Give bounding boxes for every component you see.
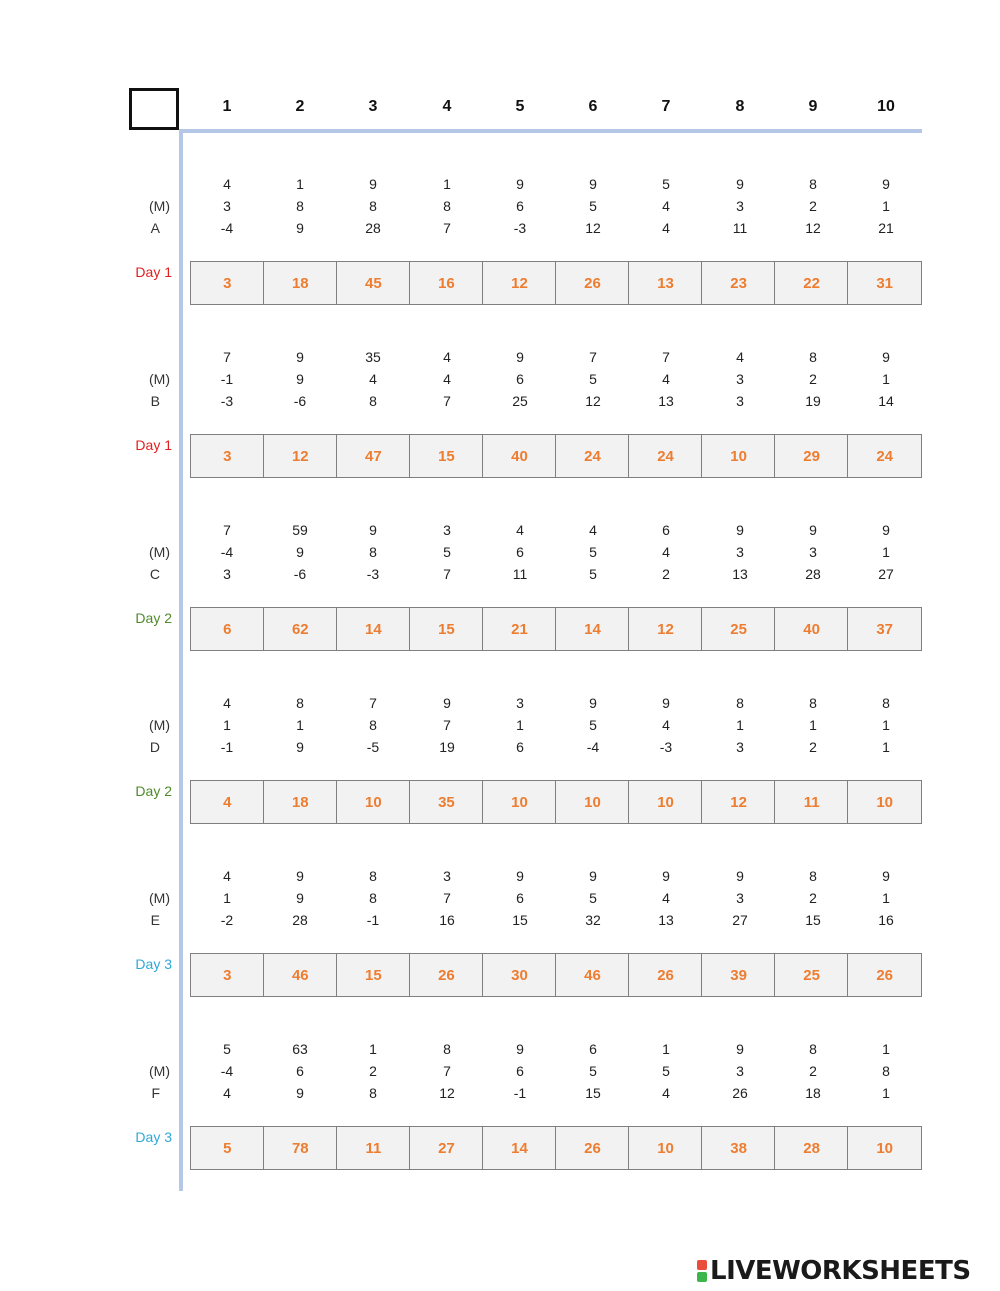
number-cell: -4: [220, 544, 234, 560]
answer-cell[interactable]: 22: [774, 261, 849, 305]
answer-cell[interactable]: 10: [628, 780, 703, 824]
number-cell: 3: [736, 739, 744, 755]
number-cell: 9: [516, 1041, 524, 1057]
answer-cell[interactable]: 21: [482, 607, 557, 651]
number-cell: 9: [736, 1041, 744, 1057]
number-cell: 9: [296, 371, 304, 387]
number-cell: 1: [223, 890, 231, 906]
number-cell: 9: [882, 522, 890, 538]
number-cell: 6: [516, 198, 524, 214]
number-cell: 3: [736, 371, 744, 387]
answer-cell[interactable]: 37: [847, 607, 922, 651]
answer-cell[interactable]: 11: [774, 780, 849, 824]
number-cell: 9: [736, 522, 744, 538]
number-row: [0, 349, 1000, 369]
number-cell: -2: [220, 912, 234, 928]
number-cell: 1: [369, 1041, 377, 1057]
answer-cell[interactable]: 4: [190, 780, 265, 824]
number-cell: 2: [662, 566, 670, 582]
answer-cell[interactable]: 26: [628, 953, 703, 997]
answer-cell[interactable]: 25: [701, 607, 776, 651]
number-cell: -3: [220, 393, 234, 409]
header-divider-line: [181, 129, 922, 133]
number-cell: 8: [809, 349, 817, 365]
row-letter-label: E: [150, 912, 160, 928]
answer-cell[interactable]: 15: [409, 607, 484, 651]
answer-cell[interactable]: 15: [336, 953, 411, 997]
number-cell: 7: [223, 522, 231, 538]
answer-cell[interactable]: 46: [263, 953, 338, 997]
number-cell: -6: [293, 566, 307, 582]
number-cell: 15: [585, 1085, 601, 1101]
number-cell: 1: [223, 717, 231, 733]
row-letter-label: D: [149, 739, 160, 755]
number-cell: 8: [296, 695, 304, 711]
number-cell: 4: [662, 544, 670, 560]
number-cell: 9: [296, 739, 304, 755]
number-cell: -4: [586, 739, 600, 755]
number-cell: 1: [443, 176, 451, 192]
row-mark-label: (M): [149, 1063, 170, 1079]
answer-cell[interactable]: 12: [701, 780, 776, 824]
number-cell: 16: [878, 912, 894, 928]
number-cell: 25: [512, 393, 528, 409]
answer-cell[interactable]: 5: [190, 1126, 265, 1170]
number-cell: 6: [516, 1063, 524, 1079]
row-letter-label: F: [151, 1085, 160, 1101]
answer-cell[interactable]: 23: [701, 261, 776, 305]
number-cell: 8: [809, 695, 817, 711]
number-cell: 13: [732, 566, 748, 582]
answer-cell[interactable]: 24: [628, 434, 703, 478]
number-cell: 28: [805, 566, 821, 582]
answer-cell[interactable]: 40: [482, 434, 557, 478]
number-cell: 3: [516, 695, 524, 711]
number-cell: 32: [585, 912, 601, 928]
row-mark-label: (M): [149, 544, 170, 560]
number-cell: 7: [443, 890, 451, 906]
number-cell: 26: [732, 1085, 748, 1101]
number-cell: 4: [223, 868, 231, 884]
day-label: Day 2: [135, 610, 172, 626]
number-cell: 9: [296, 220, 304, 236]
number-cell: 5: [589, 717, 597, 733]
exercise-block-e: [0, 868, 1000, 1018]
number-cell: 1: [882, 198, 890, 214]
day-label: Day 2: [135, 783, 172, 799]
number-cell: 6: [662, 522, 670, 538]
answer-cell[interactable]: 24: [847, 434, 922, 478]
number-cell: 4: [662, 890, 670, 906]
column-header-8: 8: [735, 98, 745, 115]
answer-cell[interactable]: 10: [336, 780, 411, 824]
answer-cell[interactable]: 26: [555, 1126, 630, 1170]
answer-cell[interactable]: 18: [263, 780, 338, 824]
logo-square-bottom: [697, 1272, 707, 1282]
answer-cell[interactable]: 3: [190, 261, 265, 305]
number-cell: 8: [736, 695, 744, 711]
number-cell: 5: [589, 566, 597, 582]
number-cell: 1: [882, 544, 890, 560]
number-cell: 9: [296, 890, 304, 906]
number-cell: 13: [658, 912, 674, 928]
answer-row: [190, 261, 922, 305]
logo-mark-icon: [697, 1260, 707, 1282]
number-cell: 1: [882, 1085, 890, 1101]
number-cell: 5: [589, 371, 597, 387]
answer-cell[interactable]: 39: [701, 953, 776, 997]
number-cell: 7: [223, 349, 231, 365]
answer-cell[interactable]: 10: [555, 780, 630, 824]
number-cell: 9: [296, 1085, 304, 1101]
number-cell: 7: [443, 566, 451, 582]
number-cell: 4: [443, 349, 451, 365]
number-cell: 2: [369, 1063, 377, 1079]
answer-cell[interactable]: 26: [555, 261, 630, 305]
number-cell: 9: [516, 868, 524, 884]
number-cell: -3: [659, 739, 673, 755]
number-cell: 9: [296, 544, 304, 560]
number-cell: -4: [220, 220, 234, 236]
exercise-block-d: [0, 695, 1000, 845]
number-cell: 8: [296, 198, 304, 214]
day-label: Day 3: [135, 1129, 172, 1145]
number-cell: 4: [223, 695, 231, 711]
number-cell: -3: [366, 566, 380, 582]
number-cell: 8: [369, 868, 377, 884]
number-cell: 6: [516, 890, 524, 906]
number-cell: 19: [439, 739, 455, 755]
column-header-4: 4: [442, 98, 452, 115]
answer-row: [190, 1126, 922, 1170]
day-label: Day 1: [135, 437, 172, 453]
number-cell: 3: [223, 566, 231, 582]
number-row: [0, 1041, 1000, 1061]
number-cell: 21: [878, 220, 894, 236]
number-cell: 2: [809, 890, 817, 906]
answer-cell[interactable]: 46: [555, 953, 630, 997]
exercise-block-c: [0, 522, 1000, 672]
answer-cell[interactable]: 11: [336, 1126, 411, 1170]
number-cell: 5: [223, 1041, 231, 1057]
number-cell: 28: [292, 912, 308, 928]
exercise-block-f: [0, 1041, 1000, 1191]
number-cell: -1: [366, 912, 380, 928]
number-cell: 12: [439, 1085, 455, 1101]
number-cell: 1: [882, 890, 890, 906]
number-cell: 6: [296, 1063, 304, 1079]
row-mark-label: (M): [149, 717, 170, 733]
answer-cell[interactable]: 62: [263, 607, 338, 651]
number-cell: 7: [662, 349, 670, 365]
answer-cell[interactable]: 45: [336, 261, 411, 305]
number-cell: 28: [365, 220, 381, 236]
number-cell: 1: [296, 717, 304, 733]
answer-cell[interactable]: 10: [847, 780, 922, 824]
number-cell: 4: [736, 349, 744, 365]
number-cell: 1: [809, 717, 817, 733]
column-header-row: [0, 98, 1000, 124]
number-cell: 8: [369, 1085, 377, 1101]
number-cell: 8: [882, 695, 890, 711]
liveworksheets-logo: [697, 1255, 971, 1287]
answer-cell[interactable]: 40: [774, 607, 849, 651]
number-cell: 4: [662, 717, 670, 733]
number-cell: 9: [736, 868, 744, 884]
number-cell: 7: [443, 220, 451, 236]
number-cell: -1: [220, 739, 234, 755]
column-header-7: 7: [661, 98, 671, 115]
answer-cell[interactable]: 26: [847, 953, 922, 997]
number-cell: 9: [882, 176, 890, 192]
answer-cell[interactable]: 10: [701, 434, 776, 478]
number-row: [0, 522, 1000, 542]
number-cell: 19: [805, 393, 821, 409]
number-row: [0, 176, 1000, 196]
number-cell: 9: [516, 349, 524, 365]
row-letter-label: A: [150, 220, 160, 236]
number-cell: 5: [589, 1063, 597, 1079]
number-cell: 4: [223, 176, 231, 192]
number-cell: 3: [223, 198, 231, 214]
exercise-block-a: [0, 176, 1000, 326]
answer-row: [190, 780, 922, 824]
answer-cell[interactable]: 12: [628, 607, 703, 651]
number-cell: 8: [882, 1063, 890, 1079]
number-cell: 4: [662, 1085, 670, 1101]
number-cell: 18: [805, 1085, 821, 1101]
answer-cell[interactable]: 25: [774, 953, 849, 997]
number-cell: -6: [293, 393, 307, 409]
number-cell: 6: [589, 1041, 597, 1057]
number-cell: -1: [220, 371, 234, 387]
row-mark-label: (M): [149, 371, 170, 387]
number-cell: 12: [805, 220, 821, 236]
answer-cell[interactable]: 6: [190, 607, 265, 651]
answer-cell[interactable]: 14: [336, 607, 411, 651]
number-cell: 6: [516, 739, 524, 755]
number-cell: 9: [882, 868, 890, 884]
row-letter-label: B: [150, 393, 160, 409]
number-cell: 8: [809, 1041, 817, 1057]
answer-cell[interactable]: 13: [628, 261, 703, 305]
answer-cell[interactable]: 14: [482, 1126, 557, 1170]
number-cell: -1: [513, 1085, 527, 1101]
column-header-6: 6: [588, 98, 598, 115]
answer-cell[interactable]: 31: [847, 261, 922, 305]
answer-cell[interactable]: 47: [336, 434, 411, 478]
number-cell: 4: [516, 522, 524, 538]
exercise-block-b: [0, 349, 1000, 499]
answer-cell[interactable]: 27: [409, 1126, 484, 1170]
answer-cell[interactable]: 26: [409, 953, 484, 997]
number-cell: 9: [516, 176, 524, 192]
number-cell: 2: [809, 198, 817, 214]
number-cell: 7: [369, 695, 377, 711]
logo-text: LIVEWORKSHEETS: [710, 1256, 971, 1286]
number-cell: 8: [443, 1041, 451, 1057]
answer-row: [190, 434, 922, 478]
number-cell: 9: [443, 695, 451, 711]
answer-cell[interactable]: 24: [555, 434, 630, 478]
answer-cell[interactable]: 10: [482, 780, 557, 824]
answer-cell[interactable]: 30: [482, 953, 557, 997]
number-cell: 27: [732, 912, 748, 928]
answer-cell[interactable]: 15: [409, 434, 484, 478]
number-cell: 9: [736, 176, 744, 192]
number-cell: 7: [443, 393, 451, 409]
answer-cell[interactable]: 28: [774, 1126, 849, 1170]
number-cell: 8: [809, 868, 817, 884]
number-cell: 15: [512, 912, 528, 928]
number-cell: 1: [662, 1041, 670, 1057]
number-cell: 4: [662, 371, 670, 387]
number-cell: 2: [809, 739, 817, 755]
answer-row: [190, 953, 922, 997]
number-cell: 5: [589, 890, 597, 906]
answer-cell[interactable]: 10: [847, 1126, 922, 1170]
day-label: Day 1: [135, 264, 172, 280]
number-cell: 1: [882, 371, 890, 387]
column-header-10: 10: [877, 98, 895, 115]
number-cell: 3: [809, 544, 817, 560]
number-cell: 9: [369, 522, 377, 538]
answer-cell[interactable]: 10: [628, 1126, 703, 1170]
number-cell: 7: [443, 1063, 451, 1079]
number-cell: 9: [296, 868, 304, 884]
number-cell: 3: [736, 890, 744, 906]
number-cell: 2: [809, 1063, 817, 1079]
number-row: [0, 695, 1000, 715]
row-letter-label: C: [149, 566, 160, 582]
column-header-2: 2: [295, 98, 305, 115]
number-cell: 1: [736, 717, 744, 733]
number-cell: 5: [662, 176, 670, 192]
number-cell: 1: [882, 717, 890, 733]
number-cell: 8: [443, 198, 451, 214]
number-cell: 11: [512, 566, 528, 582]
number-cell: 6: [516, 371, 524, 387]
row-mark-label: (M): [149, 198, 170, 214]
answer-cell[interactable]: 3: [190, 953, 265, 997]
number-cell: 1: [516, 717, 524, 733]
number-cell: 1: [882, 1041, 890, 1057]
answer-cell[interactable]: 14: [555, 607, 630, 651]
number-cell: 9: [369, 176, 377, 192]
number-cell: 9: [589, 176, 597, 192]
answer-row: [190, 607, 922, 651]
number-cell: 4: [662, 220, 670, 236]
number-cell: 3: [736, 198, 744, 214]
number-cell: 3: [736, 544, 744, 560]
number-cell: 4: [662, 198, 670, 214]
answer-cell[interactable]: 18: [263, 261, 338, 305]
column-header-9: 9: [808, 98, 818, 115]
number-cell: 8: [809, 176, 817, 192]
number-cell: -4: [220, 1063, 234, 1079]
answer-cell[interactable]: 78: [263, 1126, 338, 1170]
number-cell: 4: [589, 522, 597, 538]
number-cell: 3: [736, 1063, 744, 1079]
number-cell: 9: [662, 868, 670, 884]
answer-cell[interactable]: 12: [263, 434, 338, 478]
number-cell: 9: [296, 349, 304, 365]
answer-cell[interactable]: 35: [409, 780, 484, 824]
row-mark-label: (M): [149, 890, 170, 906]
number-cell: 8: [369, 393, 377, 409]
column-header-1: 1: [222, 98, 232, 115]
answer-cell[interactable]: 12: [482, 261, 557, 305]
number-cell: 9: [589, 695, 597, 711]
number-row: [0, 868, 1000, 888]
number-cell: 15: [805, 912, 821, 928]
number-cell: 3: [443, 522, 451, 538]
number-cell: 16: [439, 912, 455, 928]
number-cell: 14: [878, 393, 894, 409]
column-header-5: 5: [515, 98, 525, 115]
column-header-3: 3: [368, 98, 378, 115]
number-cell: 27: [878, 566, 894, 582]
number-cell: 11: [732, 220, 748, 236]
answer-cell[interactable]: 29: [774, 434, 849, 478]
number-cell: 9: [589, 868, 597, 884]
number-cell: 8: [369, 717, 377, 733]
number-cell: 12: [585, 393, 601, 409]
number-cell: 5: [589, 198, 597, 214]
number-cell: 9: [882, 349, 890, 365]
number-cell: 9: [662, 695, 670, 711]
number-cell: 4: [223, 1085, 231, 1101]
number-cell: 6: [516, 544, 524, 560]
number-cell: 59: [292, 522, 308, 538]
number-cell: 7: [589, 349, 597, 365]
number-cell: 5: [662, 1063, 670, 1079]
number-cell: 9: [809, 522, 817, 538]
number-cell: 63: [292, 1041, 308, 1057]
number-cell: -5: [366, 739, 380, 755]
number-cell: 8: [369, 198, 377, 214]
number-cell: 13: [658, 393, 674, 409]
number-cell: 5: [589, 544, 597, 560]
logo-square-top: [697, 1260, 707, 1270]
number-cell: 3: [736, 393, 744, 409]
answer-cell[interactable]: 16: [409, 261, 484, 305]
number-cell: 8: [369, 544, 377, 560]
number-cell: -3: [513, 220, 527, 236]
number-cell: 8: [369, 890, 377, 906]
number-cell: 7: [443, 717, 451, 733]
number-cell: 35: [365, 349, 381, 365]
number-cell: 4: [369, 371, 377, 387]
number-cell: 1: [882, 739, 890, 755]
answer-cell[interactable]: 38: [701, 1126, 776, 1170]
number-cell: 12: [585, 220, 601, 236]
number-cell: 1: [296, 176, 304, 192]
day-label: Day 3: [135, 956, 172, 972]
answer-cell[interactable]: 3: [190, 434, 265, 478]
number-cell: 4: [443, 371, 451, 387]
number-cell: 5: [443, 544, 451, 560]
number-cell: 3: [443, 868, 451, 884]
number-cell: 2: [809, 371, 817, 387]
